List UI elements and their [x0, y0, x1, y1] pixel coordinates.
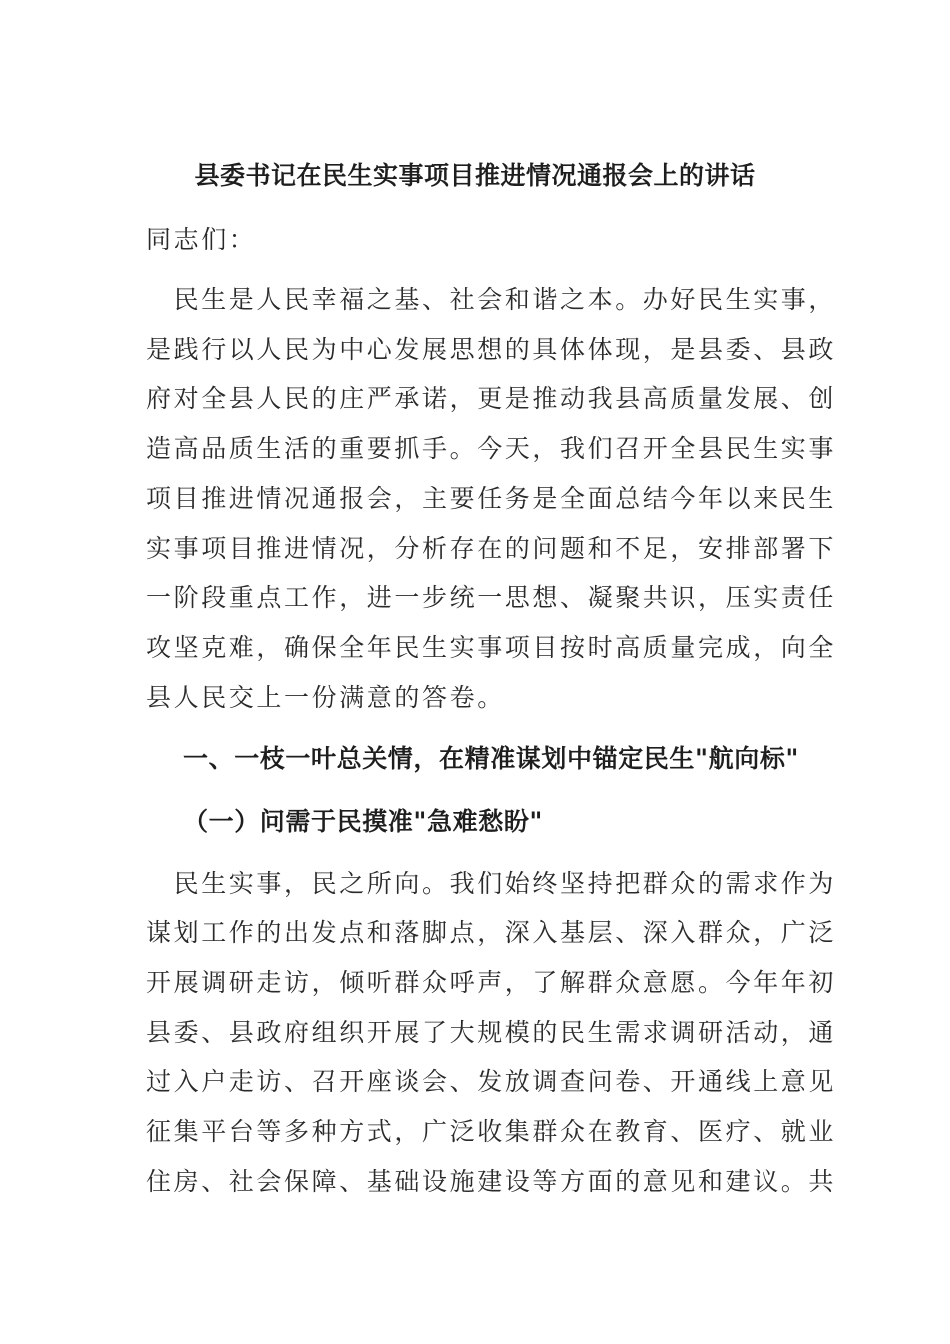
paragraph-line: 谋划工作的出发点和落脚点，深入基层、深入群众，广泛 [146, 918, 837, 947]
paragraph-line: 征集平台等多种方式，广泛收集群众在教育、医疗、就业 [146, 1117, 837, 1146]
section-heading-1: 一、一枝一叶总关情，在精准谋划中锚定民生"航向标" [183, 744, 800, 773]
paragraph-line: 民生实事，民之所向。我们始终坚持把群众的需求作为 [146, 869, 837, 898]
paragraph-line: 攻坚克难，确保全年民生实事项目按时高质量完成，向全 [146, 633, 837, 662]
paragraph-line: 实事项目推进情况，分析存在的问题和不足，安排部署下 [146, 534, 837, 563]
paragraph-line: 是践行以人民为中心发展思想的具体体现，是县委、县政 [146, 335, 837, 364]
paragraph-line: 府对全县人民的庄严承诺，更是推动我县高质量发展、创 [146, 384, 837, 413]
paragraph-line: 县委、县政府组织开展了大规模的民生需求调研活动，通 [146, 1018, 837, 1047]
subsection-heading-1: （一）问需于民摸准"急难愁盼" [183, 807, 544, 836]
paragraph-line: 开展调研走访，倾听群众呼声，了解群众意愿。今年年初 [146, 968, 837, 997]
paragraph-line: 一阶段重点工作，进一步统一思想、凝聚共识，压实责任 [146, 583, 837, 612]
paragraph-line: 造高品质生活的重要抓手。今天，我们召开全县民生实事 [146, 434, 837, 463]
paragraph-line: 县人民交上一份满意的答卷。 [146, 683, 505, 712]
paragraph-line: 项目推进情况通报会，主要任务是全面总结今年以来民生 [146, 484, 837, 513]
salutation: 同志们： [146, 225, 257, 254]
paragraph-line: 过入户走访、召开座谈会、发放调查问卷、开通线上意见 [146, 1067, 837, 1096]
paragraph-line: 住房、社会保障、基础设施建设等方面的意见和建议。共 [146, 1167, 837, 1196]
paragraph-line: 民生是人民幸福之基、社会和谐之本。办好民生实事， [146, 285, 837, 314]
document-title: 县委书记在民生实事项目推进情况通报会上的讲话 [194, 161, 756, 190]
